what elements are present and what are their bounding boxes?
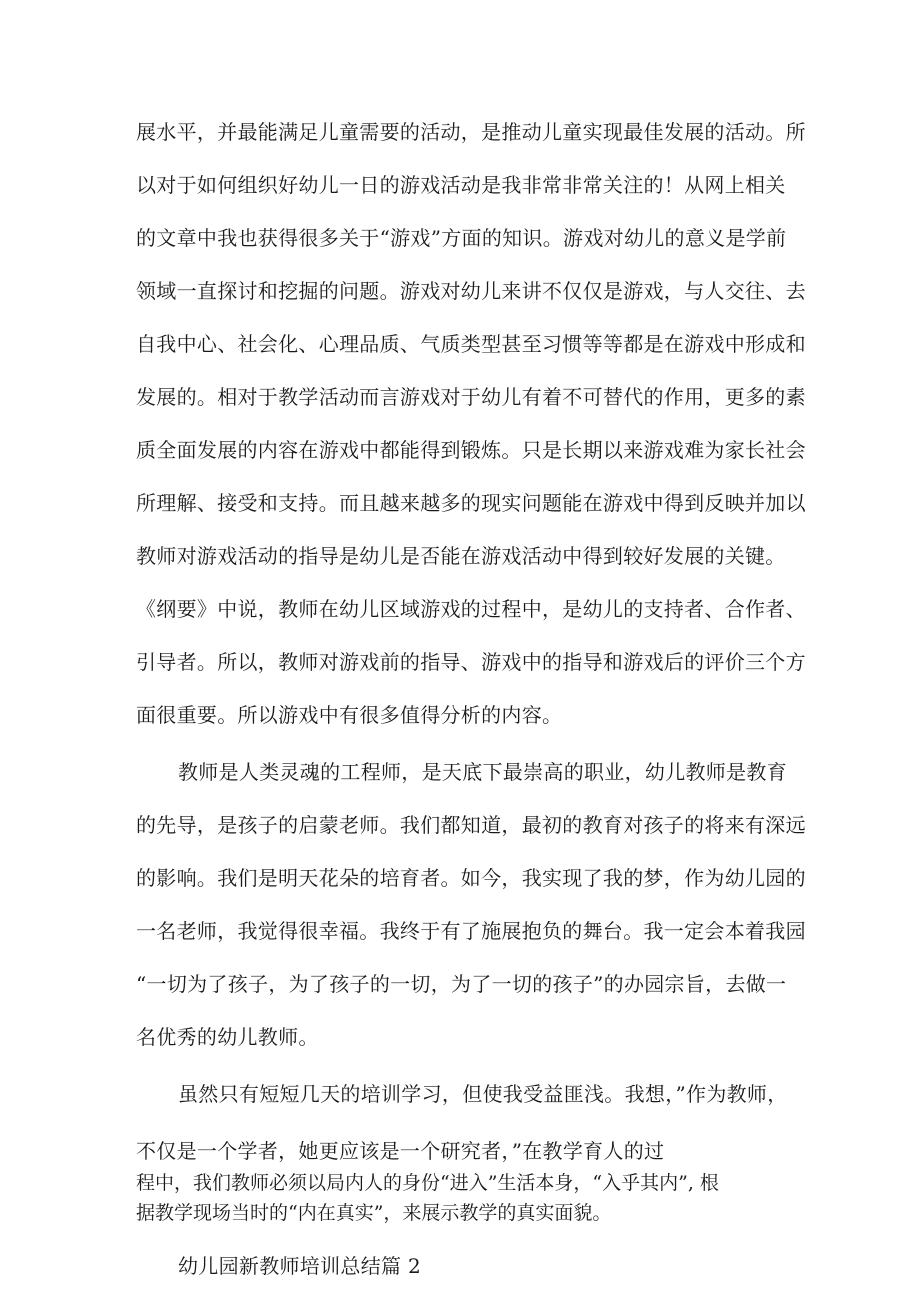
section-heading: 幼儿园新教师培训总结篇 2 xyxy=(178,1254,421,1278)
paragraph-line: “一切为了孩子，为了孩子的一切，为了一切的孩子”的办园宗旨，去做一 xyxy=(136,972,787,996)
paragraph-line: 引导者。所以，教师对游戏前的指导、游戏中的指导和游戏后的评价三个方 xyxy=(136,650,806,674)
paragraph-line: 据教学现场当时的“内在真实”，来展示教学的真实面貌。 xyxy=(136,1202,612,1224)
paragraph-line: 程中，我们教师必须以局内人的身份“进入”生活本身，“入乎其内”, 根 xyxy=(136,1172,719,1194)
paragraph-line: 的先导，是孩子的启蒙老师。我们都知道，最初的教育对孩子的将来有深远 xyxy=(136,813,806,837)
paragraph-line: 所理解、接受和支持。而且越来越多的现实问题能在游戏中得到反映并加以 xyxy=(136,491,806,515)
paragraph-line: 以对于如何组织好幼儿一日的游戏活动是我非常非常关注的！从网上相关 xyxy=(136,173,786,197)
paragraph-line: 面很重要。所以游戏中有很多值得分析的内容。 xyxy=(136,703,563,727)
paragraph-line: 不仅是一个学者，她更应该是一个研究者，”在教学育人的过 xyxy=(136,1139,665,1163)
paragraph-line: 教师是人类灵魂的工程师，是天底下最崇高的职业，幼儿教师是教育 xyxy=(178,760,787,784)
paragraph-line: 发展的。相对于教学活动而言游戏对于幼儿有着不可替代的作用，更多的素 xyxy=(136,385,806,409)
paragraph-line: 自我中心、社会化、心理品质、气质类型甚至习惯等等都是在游戏中形成和 xyxy=(136,332,806,356)
paragraph-line: 的文章中我也获得很多关于“游戏”方面的知识。游戏对幼儿的意义是学前 xyxy=(136,226,787,250)
paragraph-line: 一名老师，我觉得很幸福。我终于有了施展抱负的舞台。我一定会本着我园 xyxy=(136,919,806,943)
paragraph-line: 的影响。我们是明天花朵的培育者。如今，我实现了我的梦，作为幼儿园的 xyxy=(136,866,806,890)
paragraph-line: 名优秀的幼儿教师。 xyxy=(136,1025,319,1049)
paragraph-line: 展水平，并最能满足儿童需要的活动，是推动儿童实现最佳发展的活动。所 xyxy=(136,120,806,144)
paragraph-line: 质全面发展的内容在游戏中都能得到锻炼。只是长期以来游戏难为家长社会 xyxy=(136,438,806,462)
paragraph-line: 虽然只有短短几天的培训学习，但使我受益匪浅。我想，”作为教师， xyxy=(178,1082,788,1106)
paragraph-line: 领域一直探讨和挖掘的问题。游戏对幼儿来讲不仅仅是游戏，与人交往、去 xyxy=(136,279,806,303)
paragraph-line: 教师对游戏活动的指导是幼儿是否能在游戏活动中得到较好发展的关键。 xyxy=(136,544,786,568)
paragraph-line: 《纲要》中说，教师在幼儿区域游戏的过程中，是幼儿的支持者、合作者、 xyxy=(136,597,806,621)
